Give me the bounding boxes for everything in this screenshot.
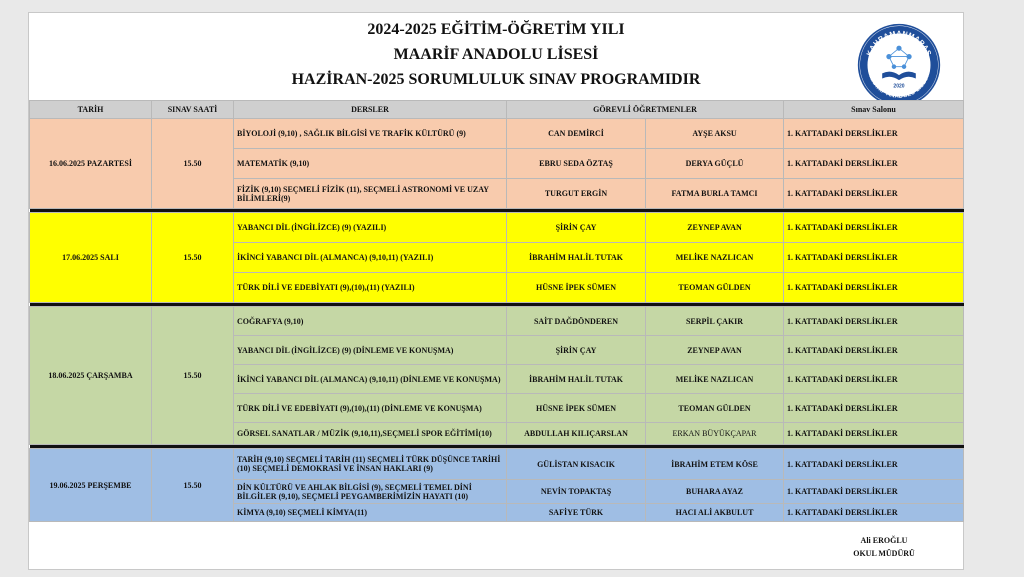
exam-date: 17.06.2025 SALI	[30, 213, 152, 303]
exam-date: 18.06.2025 ÇARŞAMBA	[30, 307, 152, 445]
exam-room: 1. KATTADAKİ DERSLİKLER	[784, 149, 964, 179]
exam-time: 15.50	[152, 119, 234, 209]
logo-bottom-text: MAARİF ANADOLU LİSESİ	[867, 74, 931, 100]
exam-room: 1. KATTADAKİ DERSLİKLER	[784, 449, 964, 480]
logo-top-text: KAHRAMANMARAŞ	[865, 29, 933, 58]
teacher-1: GÜLİSTAN KISACIK	[507, 449, 646, 480]
principal-signature	[849, 534, 919, 560]
course-name: KİMYA (9,10) SEÇMELİ KİMYA(11)	[234, 504, 507, 522]
teacher-1: İBRAHİM HALİL TUTAK	[507, 243, 646, 273]
exam-room: 1. KATTADAKİ DERSLİKLER	[784, 213, 964, 243]
exam-time: 15.50	[152, 213, 234, 303]
teacher-1: SAFİYE TÜRK	[507, 504, 646, 522]
exam-schedule-sheet	[28, 12, 964, 570]
exam-room: 1. KATTADAKİ DERSLİKLER	[784, 394, 964, 423]
teacher-2: TEOMAN GÜLDEN	[646, 394, 784, 423]
teacher-2: FATMA BURLA TAMCI	[646, 179, 784, 209]
table-row	[30, 119, 964, 149]
teacher-1: TURGUT ERGİN	[507, 179, 646, 209]
course-name: TARİH (9,10) SEÇMELİ TARİH (11) SEÇMELİ TÜRK DÜŞÜNCE TARİHİ (10) SEÇMELİ DEMOKRASİ VE İNSAN HAKLARI (9)	[234, 449, 507, 480]
course-name: İKİNCİ YABANCI DİL (ALMANCA) (9,10,11) (DİNLEME VE KONUŞMA)	[234, 365, 507, 394]
table-row	[30, 449, 964, 480]
teacher-1: HÜSNE İPEK SÜMEN	[507, 394, 646, 423]
exam-date: 19.06.2025 PERŞEMBE	[30, 449, 152, 522]
exam-time: 15.50	[152, 307, 234, 445]
teacher-2: MELİKE NAZLICAN	[646, 243, 784, 273]
teacher-1: CAN DEMİRCİ	[507, 119, 646, 149]
exam-room: 1. KATTADAKİ DERSLİKLER	[784, 504, 964, 522]
exam-room: 1. KATTADAKİ DERSLİKLER	[784, 480, 964, 504]
column-header-room: Sınav Salonu	[784, 101, 964, 119]
principal-title: OKUL MÜDÜRÜ	[853, 549, 915, 558]
course-name: YABANCI DİL (İNGİLİZCE) (9) (DİNLEME VE KONUŞMA)	[234, 336, 507, 365]
exam-room: 1. KATTADAKİ DERSLİKLER	[784, 336, 964, 365]
exam-room: 1. KATTADAKİ DERSLİKLER	[784, 273, 964, 303]
exam-room: 1. KATTADAKİ DERSLİKLER	[784, 243, 964, 273]
exam-time: 15.50	[152, 449, 234, 522]
teacher-2: TEOMAN GÜLDEN	[646, 273, 784, 303]
teacher-2: AYŞE AKSU	[646, 119, 784, 149]
course-name: TÜRK DİLİ VE EDEBİYATI (9),(10),(11) (YAZILI)	[234, 273, 507, 303]
teacher-1: ABDULLAH KILIÇARSLAN	[507, 423, 646, 445]
academic-year-title: 2024-2025 EĞİTİM-ÖĞRETİM YILI	[367, 21, 625, 38]
course-name: BİYOLOJİ (9,10) , SAĞLIK BİLGİSİ VE TRAFİK KÜLTÜRÜ (9)	[234, 119, 507, 149]
table-header-row	[30, 101, 964, 119]
teacher-2: İBRAHİM ETEM KÖSE	[646, 449, 784, 480]
teacher-2: BUHARA AYAZ	[646, 480, 784, 504]
column-header-teachers: GÖREVLİ ÖĞRETMENLER	[507, 101, 784, 119]
course-name: FİZİK (9,10) SEÇMELİ FİZİK (11), SEÇMELİ ASTRONOMİ VE UZAY BİLİMLERİ(9)	[234, 179, 507, 209]
principal-name: Ali EROĞLU	[860, 536, 908, 545]
exam-date: 16.06.2025 PAZARTESİ	[30, 119, 152, 209]
column-header-time: SINAV SAATİ	[152, 101, 234, 119]
course-name: TÜRK DİLİ VE EDEBİYATI (9),(10),(11) (DİNLEME VE KONUŞMA)	[234, 394, 507, 423]
teacher-2: HACI ALİ AKBULUT	[646, 504, 784, 522]
column-header-courses: DERSLER	[234, 101, 507, 119]
teacher-1: NEVİN TOPAKTAŞ	[507, 480, 646, 504]
teacher-1: ŞİRİN ÇAY	[507, 336, 646, 365]
course-name: GÖRSEL SANATLAR / MÜZİK (9,10,11),SEÇMELİ SPOR EĞİTİMİ(10)	[234, 423, 507, 445]
teacher-2: SERPİL ÇAKIR	[646, 307, 784, 336]
exam-program-title: HAZİRAN-2025 SORUMLULUK SINAV PROGRAMIDIR	[291, 71, 701, 88]
teacher-1: EBRU SEDA ÖZTAŞ	[507, 149, 646, 179]
teacher-2: ERKAN BÜYÜKÇAPAR	[646, 423, 784, 445]
course-name: YABANCI DİL (İNGİLİZCE) (9) (YAZILI)	[234, 213, 507, 243]
school-name-title: MAARİF ANADOLU LİSESİ	[393, 46, 599, 63]
teacher-2: ZEYNEP AVAN	[646, 336, 784, 365]
teacher-1: ŞİRİN ÇAY	[507, 213, 646, 243]
exam-room: 1. KATTADAKİ DERSLİKLER	[784, 423, 964, 445]
schedule-table	[29, 100, 964, 522]
teacher-2: ZEYNEP AVAN	[646, 213, 784, 243]
table-row	[30, 213, 964, 243]
teacher-2: MELİKE NAZLICAN	[646, 365, 784, 394]
teacher-1: İBRAHİM HALİL TUTAK	[507, 365, 646, 394]
column-header-date: TARİH	[30, 101, 152, 119]
document-header	[29, 17, 963, 92]
course-name: İKİNCİ YABANCI DİL (ALMANCA) (9,10,11) (YAZILI)	[234, 243, 507, 273]
exam-room: 1. KATTADAKİ DERSLİKLER	[784, 119, 964, 149]
logo-year: 2020	[893, 83, 905, 90]
school-logo	[857, 23, 941, 107]
course-name: COĞRAFYA (9,10)	[234, 307, 507, 336]
exam-room: 1. KATTADAKİ DERSLİKLER	[784, 307, 964, 336]
table-row	[30, 307, 964, 336]
teacher-2: DERYA GÜÇLÜ	[646, 149, 784, 179]
exam-room: 1. KATTADAKİ DERSLİKLER	[784, 365, 964, 394]
teacher-1: HÜSNE İPEK SÜMEN	[507, 273, 646, 303]
course-name: DİN KÜLTÜRÜ VE AHLAK BİLGİSİ (9), SEÇMELİ TEMEL DİNİ BİLGİLER (9,10), SEÇMELİ PEYGAMBERİMİZİN HAYATI (10)	[234, 480, 507, 504]
teacher-1: SAİT DAĞDÖNDEREN	[507, 307, 646, 336]
exam-room: 1. KATTADAKİ DERSLİKLER	[784, 179, 964, 209]
course-name: MATEMATİK (9,10)	[234, 149, 507, 179]
